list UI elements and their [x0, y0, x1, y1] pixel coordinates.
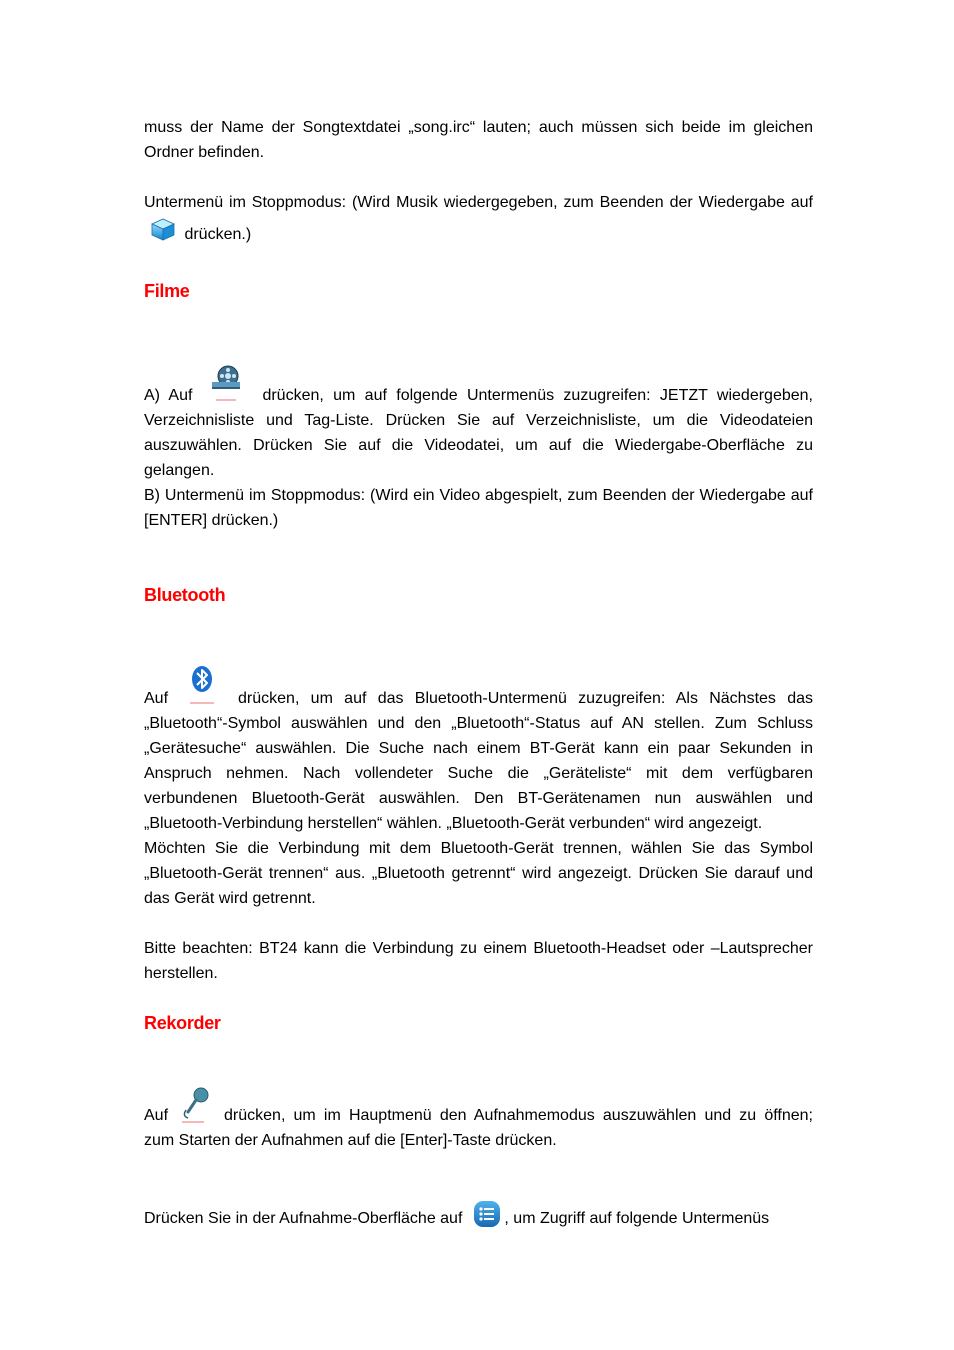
- paragraph-filme-b: B) Untermenü im Stoppmodus: (Wird ein Video abgespielt, zum Beenden der Wiedergabe auf [ENTER] drücken.): [144, 487, 813, 529]
- recorder-microphone-icon: [174, 1086, 214, 1126]
- text-segment: A) Auf: [144, 387, 193, 404]
- paragraph-song-file: muss der Name der Songtextdatei „song.irc“ lauten; auch müssen sich beide im gleichen Ordner befinden.: [144, 119, 813, 161]
- text-segment: drücken, um im Hauptmenü den Aufnahmemodus auszuwählen und zu öffnen; zum Starten der Aufnahmen auf die [Enter]-Taste drücken.: [144, 1107, 813, 1149]
- text-segment: Auf: [144, 1107, 169, 1124]
- heading-rekorder: Rekorder: [144, 1013, 221, 1033]
- paragraph-bluetooth-disconnect: Möchten Sie die Verbindung mit dem Bluetooth-Gerät trennen, wählen Sie das Symbol „Bluetooth-Gerät trennen“ aus. „Bluetooth getrennt“ wird angezeigt. Drücken Sie darauf und das Gerät wird getrennt.: [144, 840, 813, 907]
- text-segment: drücken, um auf folgende Untermenüs zuzugreifen: JETZT wiedergeben, Verzeichnisliste und Tag-Liste. Drücken Sie auf Verzeichnisliste, um die Videodateien auszuwählen. Drücken Sie auf die Videodatei, um auf die Wiedergabe-Oberfläche zu gelangen.: [144, 387, 813, 479]
- paragraph-recorder-menu: [144, 1199, 813, 1231]
- text-segment: drücken, um auf das Bluetooth-Untermenü zuzugreifen: Als Nächstes das „Bluetooth“-Symbol auswählen und den „Bluetooth“-Status auf AN stellen. Zum Schluss „Gerätesuche“ auswählen. Die Suche nach einem BT-Gerät kann ein paar Sekunden in Anspruch nehmen. Nach vollendeter Suche die „Geräteliste“ mit dem verfügbaren verbundenen Bluetooth-Gerät auswählen. Den BT-Gerätenamen nun auswählen und „Bluetooth-Verbindung herstellen“ wählen. „Bluetooth-Gerät verbunden“ wird angezeigt.: [144, 690, 813, 832]
- paragraph-rekorder: [144, 1086, 813, 1153]
- video-icon: [206, 362, 246, 406]
- text-segment: drücken.): [184, 226, 252, 243]
- paragraph-bluetooth: [144, 665, 813, 836]
- text-segment: Drücken Sie in der Aufnahme-Oberfläche auf: [144, 1210, 463, 1227]
- paragraph-bluetooth-note: Bitte beachten: BT24 kann die Verbindung zu einem Bluetooth-Headset oder –Lautsprecher herstellen.: [144, 940, 813, 982]
- heading-filme: Filme: [144, 281, 190, 301]
- menu-list-icon: [472, 1199, 502, 1229]
- paragraph-filme-a: [144, 362, 813, 483]
- text-segment: Untermenü im Stoppmodus: (Wird Musik wiedergegeben, zum Beenden der Wiedergabe auf: [144, 194, 813, 211]
- text-segment: Auf: [144, 690, 169, 707]
- paragraph-stop-mode: [144, 190, 813, 247]
- bluetooth-icon: [182, 665, 222, 709]
- text-segment: , um Zugriff auf folgende Untermenüs: [504, 1210, 770, 1227]
- document-page: [144, 115, 813, 1231]
- stop-button-icon: [148, 215, 176, 243]
- heading-bluetooth: Bluetooth: [144, 585, 226, 605]
